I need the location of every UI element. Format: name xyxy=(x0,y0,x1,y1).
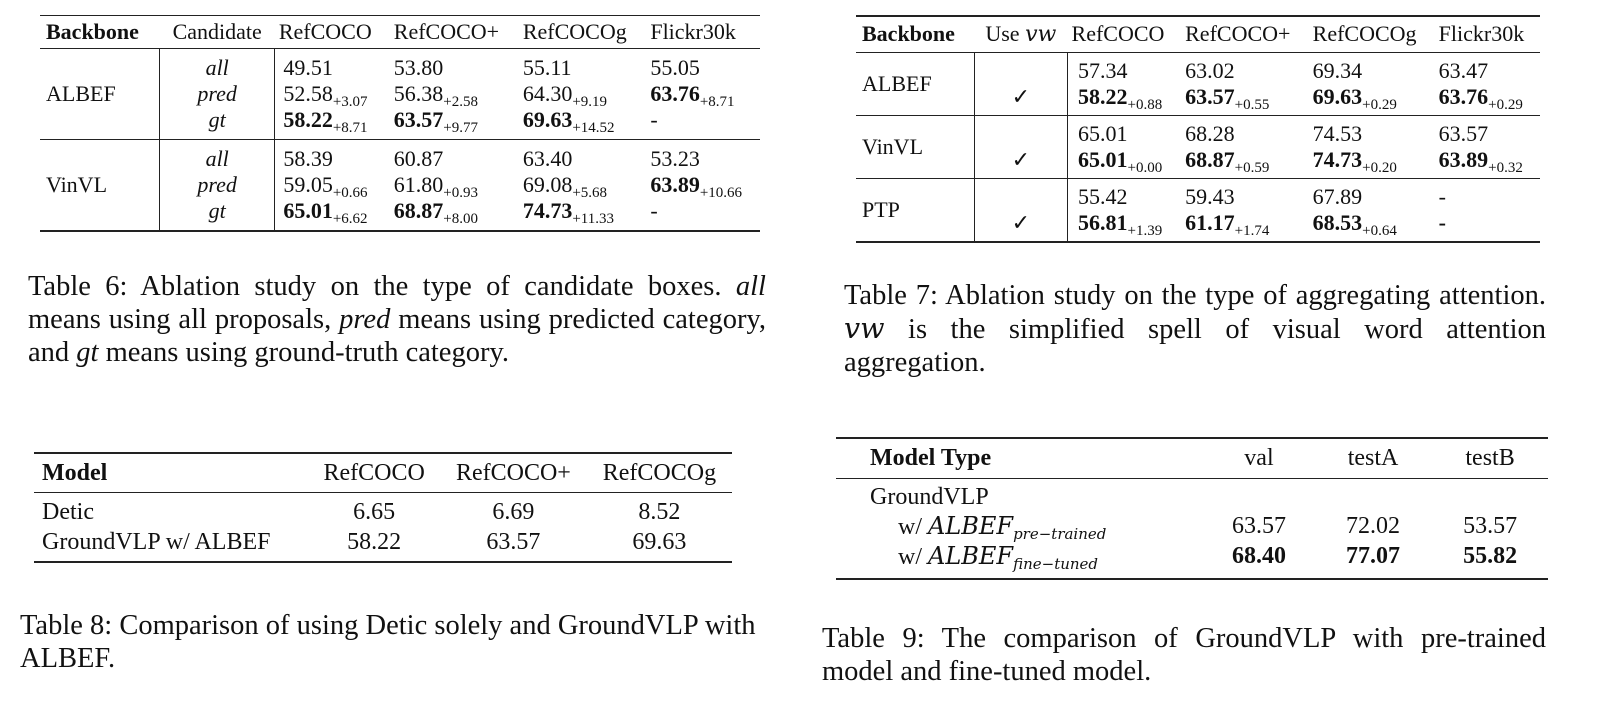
header-testb: testB xyxy=(1465,445,1515,471)
table-6-grid xyxy=(40,15,760,232)
value-cell xyxy=(1068,116,1182,179)
backbone-name: ALBEF xyxy=(862,71,932,96)
delta: +8.71 xyxy=(332,120,368,136)
caption-term: gt xyxy=(76,337,99,368)
header-vw: vw xyxy=(1025,22,1057,47)
header-use-vw xyxy=(974,16,1067,53)
value: - xyxy=(1438,184,1446,209)
header-refcocog: RefCOCOg xyxy=(602,460,717,486)
value: 61.80 xyxy=(393,172,444,197)
group-label: GroundVLP xyxy=(870,484,989,510)
value: 55.42 xyxy=(1078,184,1128,209)
model-variant xyxy=(836,542,1204,579)
delta: +9.77 xyxy=(443,120,478,136)
table-row xyxy=(836,479,1548,513)
value-cell xyxy=(1181,179,1309,243)
candidate-cell xyxy=(160,49,275,140)
table-6-caption xyxy=(28,270,766,369)
header-val: val xyxy=(1244,445,1274,471)
value-best: 63.76 xyxy=(650,81,700,106)
value: 57.34 xyxy=(1078,58,1128,83)
delta: +0.32 xyxy=(1488,160,1523,176)
value: 72.02 xyxy=(1346,513,1401,539)
delta: +2.58 xyxy=(443,94,478,110)
model-variant xyxy=(836,512,1204,542)
candidate-label: gt xyxy=(208,107,226,132)
delta: +5.68 xyxy=(572,185,608,201)
value: 69.63 xyxy=(632,529,687,555)
header-candidate: Candidate xyxy=(172,19,262,44)
delta: +9.19 xyxy=(572,94,608,110)
header-refcoco-plus: RefCOCO+ xyxy=(393,19,500,44)
model-sub: pre−trained xyxy=(1013,525,1107,543)
caption-text: is the simplified spell of visual word attention aggregation. xyxy=(844,314,1547,378)
value: 63.57 xyxy=(1231,513,1286,539)
value-best: 65.01 xyxy=(1078,147,1128,172)
value: 63.47 xyxy=(1438,58,1489,83)
table-row xyxy=(856,53,1540,116)
header-flickr30k: Flickr30k xyxy=(650,19,736,44)
value-cell xyxy=(1309,179,1435,243)
prefix: w/ xyxy=(898,514,922,540)
delta: +0.00 xyxy=(1127,160,1163,176)
checkmark-icon: ✓ xyxy=(1011,147,1031,172)
value-cell xyxy=(1181,53,1309,116)
refcoco-plus-cell xyxy=(390,49,519,140)
header-model-type: Model Type xyxy=(870,445,992,471)
value-best: 68.53 xyxy=(1312,210,1363,235)
value-best: 56.81 xyxy=(1078,210,1128,235)
delta: +10.66 xyxy=(699,185,743,201)
table-row xyxy=(34,493,732,528)
header-refcoco-plus: RefCOCO+ xyxy=(1185,21,1291,46)
value: 53.57 xyxy=(1463,513,1518,539)
value-best: 63.76 xyxy=(1438,84,1489,109)
value-best: 68.40 xyxy=(1231,543,1286,569)
flickr30k-cell xyxy=(646,49,760,140)
model-name: GroundVLP w/ ALBEF xyxy=(42,529,271,555)
value-best: 68.87 xyxy=(393,198,444,223)
value: 67.89 xyxy=(1312,184,1363,209)
header-backbone: Backbone xyxy=(46,19,139,44)
value: 6.69 xyxy=(492,499,535,525)
value-best: 63.89 xyxy=(1438,147,1489,172)
backbone-name: PTP xyxy=(862,197,900,222)
value: 56.38 xyxy=(393,81,444,106)
header-testa: testA xyxy=(1347,445,1399,471)
table-7-caption xyxy=(844,279,1546,379)
value: 55.11 xyxy=(522,55,572,80)
backbone-vinvl: VinVL xyxy=(46,172,108,197)
flickr30k-cell xyxy=(646,140,760,232)
caption-term: all xyxy=(735,271,766,302)
table-7-body xyxy=(856,53,1540,243)
delta: +0.59 xyxy=(1234,160,1270,176)
refcocog-cell xyxy=(519,49,646,140)
caption-term: pred xyxy=(339,304,391,335)
use-vw-cell xyxy=(974,53,1067,116)
delta: +8.71 xyxy=(699,94,735,110)
value-cell xyxy=(1435,53,1540,116)
caption-label: Table 9: xyxy=(822,623,925,654)
value: 63.57 xyxy=(1438,121,1489,146)
candidate-cell xyxy=(160,140,275,232)
value: 6.65 xyxy=(353,499,396,525)
value-best: 58.22 xyxy=(1078,84,1128,109)
value-best: 63.89 xyxy=(650,172,700,197)
value: 58.39 xyxy=(283,146,333,171)
value-best: 77.07 xyxy=(1346,543,1401,569)
checkmark-icon: ✓ xyxy=(1011,210,1031,235)
value: 52.58 xyxy=(283,81,333,106)
value: 58.22 xyxy=(347,529,402,555)
header-refcoco: RefCOCO xyxy=(278,19,372,44)
refcoco-cell xyxy=(275,140,390,232)
value: 64.30 xyxy=(522,81,573,106)
value-cell xyxy=(1181,116,1309,179)
value: 59.43 xyxy=(1185,184,1235,209)
caption-label: Table 8: xyxy=(20,610,113,641)
value: - xyxy=(650,198,658,223)
value-best: 65.01 xyxy=(283,198,333,223)
backbone-albef: ALBEF xyxy=(46,81,116,106)
table-9-grid xyxy=(836,437,1548,580)
value-best: 74.73 xyxy=(522,198,573,223)
table-row xyxy=(836,512,1548,542)
delta: +1.74 xyxy=(1234,223,1270,239)
value-best: 68.87 xyxy=(1185,147,1235,172)
refcocog-cell xyxy=(519,140,646,232)
value: 69.34 xyxy=(1312,58,1363,83)
candidate-label: pred xyxy=(197,172,237,197)
value: 53.23 xyxy=(650,146,700,171)
refcoco-cell xyxy=(275,49,390,140)
value: 8.52 xyxy=(638,499,681,525)
value-best: 69.63 xyxy=(1312,84,1363,109)
header-refcocog: RefCOCOg xyxy=(1312,21,1417,46)
value-best: 63.57 xyxy=(1185,84,1235,109)
table-8-grid xyxy=(34,452,732,563)
delta: +0.20 xyxy=(1362,160,1397,176)
value: 63.40 xyxy=(522,146,573,171)
table-6 xyxy=(40,15,760,232)
value: 69.08 xyxy=(522,172,573,197)
header-refcoco-plus: RefCOCO+ xyxy=(455,460,571,486)
value: 53.80 xyxy=(393,55,444,80)
value: 63.02 xyxy=(1185,58,1235,83)
table-9-caption xyxy=(822,622,1546,688)
caption-label: Table 7: xyxy=(844,280,938,311)
value-best: 58.22 xyxy=(283,107,333,132)
delta: +0.29 xyxy=(1362,97,1397,113)
header-backbone: Backbone xyxy=(862,21,955,46)
refcoco-plus-cell xyxy=(390,140,519,232)
table-8-caption xyxy=(20,609,760,675)
table-7-grid xyxy=(856,15,1540,243)
table-7 xyxy=(856,15,1540,243)
value: 49.51 xyxy=(283,55,333,80)
value-best: 74.73 xyxy=(1312,147,1363,172)
value-best: 55.82 xyxy=(1463,543,1518,569)
candidate-label: gt xyxy=(208,198,226,223)
caption-text: means using predicted category, and xyxy=(28,304,767,368)
delta: +8.00 xyxy=(443,211,478,227)
delta: +14.52 xyxy=(572,120,615,136)
header-use: Use xyxy=(985,21,1020,46)
table-row xyxy=(836,542,1548,579)
value-best: 63.57 xyxy=(393,107,444,132)
caption-text: The comparison of GroundVLP with pre-trained model and fine-tuned model. xyxy=(822,623,1546,687)
checkmark-icon: ✓ xyxy=(1011,84,1031,109)
value-best: - xyxy=(1438,210,1446,235)
delta: +0.66 xyxy=(332,185,368,201)
table-row xyxy=(856,116,1540,179)
header-model: Model xyxy=(42,460,108,486)
delta: +0.93 xyxy=(443,185,478,201)
delta: +0.88 xyxy=(1127,97,1163,113)
candidate-label: pred xyxy=(197,81,237,106)
table-9 xyxy=(836,437,1548,580)
value: 68.28 xyxy=(1185,121,1235,146)
value: 65.01 xyxy=(1078,121,1128,146)
candidate-label: all xyxy=(205,146,229,171)
use-vw-cell xyxy=(974,116,1067,179)
model-name: Detic xyxy=(42,499,94,525)
delta: +0.64 xyxy=(1362,223,1397,239)
table-8 xyxy=(34,452,732,563)
header-refcocog: RefCOCOg xyxy=(522,19,627,44)
header-refcoco: RefCOCO xyxy=(323,460,425,486)
value: 74.53 xyxy=(1312,121,1363,146)
value-best: 61.17 xyxy=(1185,210,1235,235)
table-row xyxy=(34,527,732,562)
caption-text: Comparison of using Detic solely and GroundVLP with ALBEF. xyxy=(20,610,756,674)
value: 59.05 xyxy=(283,172,333,197)
delta: +11.33 xyxy=(572,211,614,227)
backbone-name: VinVL xyxy=(862,134,924,159)
value: - xyxy=(650,107,658,132)
candidate-label: all xyxy=(205,55,229,80)
header-refcoco: RefCOCO xyxy=(1071,21,1165,46)
value-cell xyxy=(1435,179,1540,243)
caption-text: means using ground-truth category. xyxy=(105,337,509,368)
caption-text: Ablation study on the type of aggregating attention. xyxy=(945,280,1546,311)
delta: +3.07 xyxy=(332,94,368,110)
value-cell xyxy=(1068,179,1182,243)
caption-text: Ablation study on the type of candidate boxes. xyxy=(140,271,722,302)
table-row xyxy=(856,179,1540,243)
value-cell xyxy=(1068,53,1182,116)
prefix: w/ xyxy=(898,544,922,570)
model-base: ALBEF xyxy=(928,512,1014,540)
model-base: ALBEF xyxy=(928,542,1014,570)
caption-text: means using all proposals, xyxy=(28,304,332,335)
delta: +0.55 xyxy=(1234,97,1270,113)
value-cell xyxy=(1309,116,1435,179)
model-sub: fine−tuned xyxy=(1013,555,1099,573)
delta: +1.39 xyxy=(1127,223,1163,239)
delta: +0.29 xyxy=(1488,97,1523,113)
value-cell xyxy=(1435,116,1540,179)
header-flickr30k: Flickr30k xyxy=(1438,21,1525,46)
delta: +6.62 xyxy=(332,211,368,227)
caption-term: vw xyxy=(844,312,885,345)
value-best: 69.63 xyxy=(522,107,573,132)
value: 55.05 xyxy=(650,55,700,80)
value: 60.87 xyxy=(393,146,444,171)
caption-label: Table 6: xyxy=(28,271,128,302)
value: 63.57 xyxy=(486,529,541,555)
use-vw-cell xyxy=(974,179,1067,243)
value-cell xyxy=(1309,53,1435,116)
